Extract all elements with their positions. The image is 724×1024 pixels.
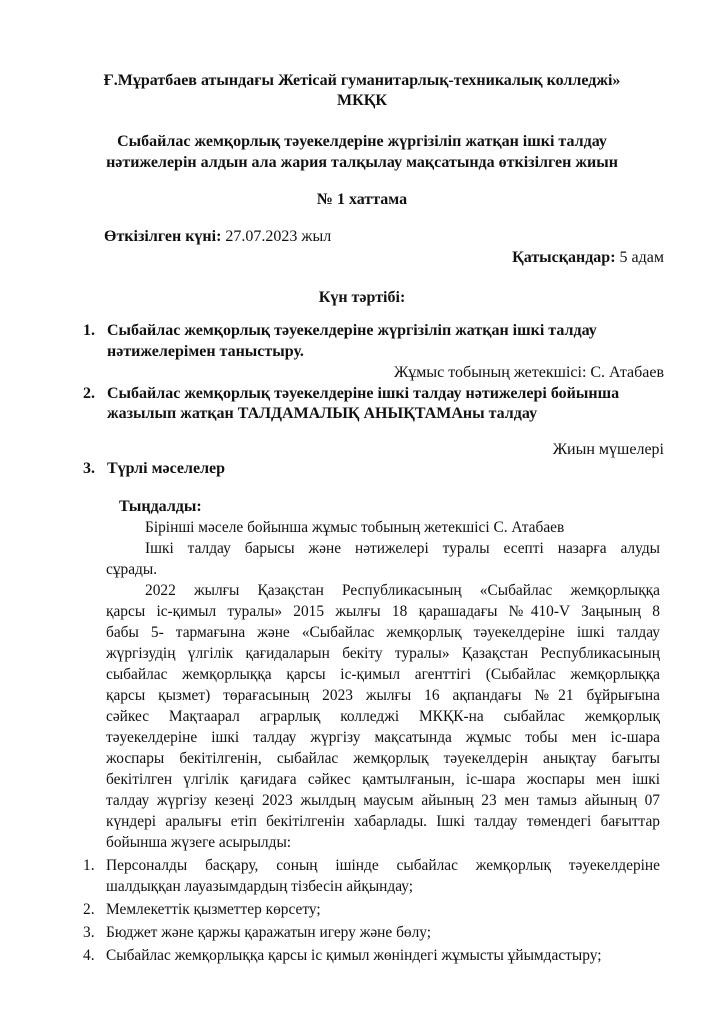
body-line: 2022 жылғы Қазақстан Республикасының «Сыбайлас жемқорлыққа	[145, 582, 660, 599]
meeting-date	[104, 228, 331, 246]
agenda-item-3-number: 3.	[83, 460, 95, 477]
direction-1-line-2: шалдыққан лауазымдардың тізбесін айқындау;	[106, 878, 414, 895]
agenda-heading: Күн тәртібі:	[318, 289, 406, 306]
body-line: талдау жүргізу кезеңі 2023 жылдың маусым айының 23 мен тамыз айының 07	[106, 792, 660, 809]
heard-heading: Тыңдалды:	[119, 498, 202, 515]
direction-3-text: Бюджет және қаржы қаражатын игеру және бөлу;	[106, 924, 432, 941]
body-line: бекітілген үлгілік қағидаға сәйкес қамтылғанын, іс-шара жоспары мен ішкі	[106, 771, 660, 788]
body-line: бойынша жүзеге асырылды:	[106, 834, 292, 851]
date-value: 27.07.2023 жыл	[225, 228, 332, 245]
agenda-item-2-responsible: Жиын мүшелері	[552, 441, 664, 458]
body-line: жүргізудің үлгілік қағидаларын бекіту туралы» Қазақстан Республикасының	[106, 645, 660, 662]
body-line: күндері аралығы етіп бекітілгенін хабарлады. Ішкі талдау төмендегі бағыттар	[106, 813, 660, 830]
agenda-item-1-line-2: нәтижелерімен таныстыру.	[107, 343, 304, 360]
body-line: қарсы іс-қимыл туралы» 2015 жылғы 18 қарашадағы №410-V Заңының 8	[106, 603, 660, 620]
agenda-item-1-responsible: Жұмыс тобының жетекшісі: С. Атабаев	[393, 364, 664, 381]
protocol-number: № 1 хаттама	[316, 191, 408, 208]
organization-form: МКҚК	[337, 92, 387, 109]
body-line: сәйкес Мақтаарал аграрлық колледжі МКҚК-на сыбайлас жемқорлық	[106, 708, 660, 725]
direction-1-line-1: Персоналды басқару, соның ішінде сыбайлас жемқорлық тәуекелдеріне	[106, 857, 660, 874]
body-line: Ішкі талдау барысы және нәтижелері туралы есепті назарға алуды	[145, 540, 660, 557]
agenda-item-2-line-1: Сыбайлас жемқорлық тәуекелдеріне ішкі талдау нәтижелері бойынша	[107, 385, 620, 402]
agenda-item-1-number: 1.	[83, 322, 95, 339]
agenda-item-3-line-1: Түрлі мәселелер	[107, 460, 226, 477]
direction-3-number: 3.	[83, 924, 95, 941]
body-line: қарсы қызмет) төрағасының 2023 жылғы 16 ақпандағы №21 бұйрығына	[106, 687, 660, 704]
participants-value: 5 адам	[619, 249, 664, 266]
participants-label: Қатысқандар:	[512, 249, 616, 266]
body-line: сұрады.	[106, 561, 158, 578]
meeting-title-line-2: нәтижелерін алдын ала жария талқылау мақсатында өткізілген жиын	[106, 154, 618, 171]
direction-2-text: Мемлекеттік қызметтер көрсету;	[106, 901, 321, 918]
agenda-item-2-line-2: жазылып жатқан ТАЛДАМАЛЫҚ АНЫҚТАМАны талдау	[107, 405, 538, 422]
date-label: Өткізілген күні:	[104, 228, 222, 245]
direction-4-number: 4.	[83, 947, 95, 964]
meeting-title-line-1: Сыбайлас жемқорлық тәуекелдеріне жүргізіліп жатқан ішкі талдау	[117, 133, 607, 150]
direction-2-number: 2.	[83, 901, 95, 918]
body-line: сыбайлас жемқорлыққа қарсы іс-қимыл агенттігі (Сыбайлас жемқорлыққа	[106, 666, 660, 683]
body-line: Бірінші мәселе бойынша жұмыс тобының жетекшісі С. Атабаев	[145, 519, 565, 536]
agenda-item-1-line-1: Сыбайлас жемқорлық тәуекелдеріне жүргізіліп жатқан ішкі талдау	[107, 322, 597, 339]
body-line: тәуекелдеріне ішкі талдау жүргізу мақсатында жұмыс тобы мен іс-шара	[106, 729, 660, 746]
direction-4-text: Сыбайлас жемқорлыққа қарсы іс қимыл жөніндегі жұмысты ұйымдастыру;	[106, 947, 602, 964]
body-line: бабы 5- тармағына және «Сыбайлас жемқорлық тәуекелдеріне ішкі талдау	[106, 624, 660, 641]
body-line: жоспары бекітілгенін, сыбайлас жемқорлық тәуекелдерін анықтау бағыты	[106, 750, 660, 767]
college-name: Ғ.Мұратбаев атындағы Жетісай гуманитарлық-техникалық колледжі»	[103, 72, 621, 89]
direction-1-number: 1.	[83, 857, 95, 874]
agenda-item-2-number: 2.	[83, 385, 95, 402]
participants-count	[512, 249, 664, 267]
